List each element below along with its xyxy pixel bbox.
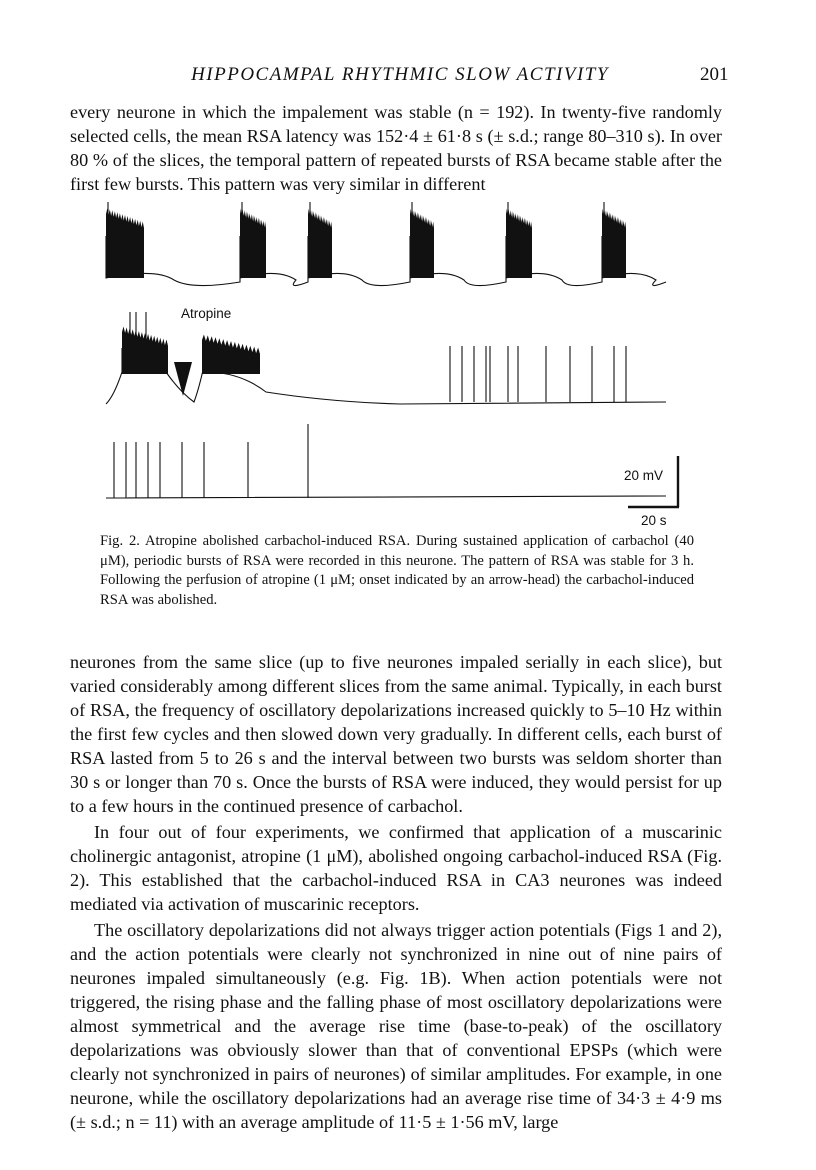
paragraph: The oscillatory depolarizations did not always trigger action potentials (Figs 1 and 2), and the action potentials were clearly not synchronized in nine out of nine pairs of neurones impaled simultaneously (e.g. Fig. 1B). When action potentials were not triggered, the rising phase and the falling phase of most oscillatory depolarizations were almost symmetrical and the average rise time (base-to-peak) of the oscillatory depolarizations was obviously slower than that of conventional EPSPs (which were clearly not synchronized in pairs of neurones) of similar amplitudes. For example, in one neurone, while the oscillatory depolarizations had an average rise time of 34·3 ± 4·9 ms (± s.d.; n = 11) with an average amplitude of 11·5 ± 1·56 mV, large bbox=[70, 920, 722, 1132]
caption-text: Fig. 2. Atropine abolished carbachol-induced RSA. During sustained application of carbachol (40 μM), periodic bursts of RSA were recorded in this neurone. The pattern of RSA was stable for 3 h. Following the perfusion of atropine (1 μM; onset indicated by an arrow-head) the carbachol-induced RSA was abolished. bbox=[100, 533, 694, 608]
trace-atropine-onset bbox=[106, 312, 666, 404]
scale-time-label: 20 s bbox=[641, 513, 667, 528]
paragraph: every neurone in which the impalement was stable (n = 192). In twenty-five randomly selected cells, the mean RSA latency was 152·4 ± 61·8 s (± s.d.; range 80–310 s). In over 80 % of the slices, the temporal pattern of repeated bursts of RSA became stable after the first few bursts. This pattern was very similar in different bbox=[70, 102, 722, 194]
running-title: HIPPOCAMPAL RHYTHMIC SLOW ACTIVITY bbox=[191, 64, 609, 85]
trace-control-rsa-burst-fill bbox=[106, 209, 626, 279]
paragraph: neurones from the same slice (up to five neurones impaled serially in each slice), but varied considerably among different slices from the same animal. Typically, in each burst of RSA, the frequency of oscillatory depolarizations increased quickly to 5–10 Hz within the first few cycles and then slowed down very gradually. In different cells, each burst of RSA lasted from 5 to 26 s and the interval between two bursts was seldom shorter than 30 s or longer than 70 s. Once the bursts of RSA were induced, they would persist for up to a few hours in the continued presence of carbachol. bbox=[70, 652, 722, 816]
trace-atropine-burst-fill bbox=[122, 327, 260, 375]
page-number: 201 bbox=[700, 64, 729, 85]
scale-voltage-label: 20 mV bbox=[624, 468, 664, 483]
figure-2 bbox=[70, 196, 722, 528]
figure-caption bbox=[100, 532, 694, 610]
body-text-main bbox=[70, 650, 722, 1134]
body-text-top bbox=[70, 100, 722, 196]
atropine-label: Atropine bbox=[181, 306, 232, 321]
page-header bbox=[0, 62, 816, 90]
paragraph: In four out of four experiments, we confirmed that application of a muscarinic cholinergic antagonist, atropine (1 μM), abolished ongoing carbachol-induced RSA (Fig. 2). This established that the carbachol-induced RSA in CA3 neurones was indeed mediated via activation of muscarinic receptors. bbox=[70, 822, 722, 914]
arrowhead-atropine-onset bbox=[174, 362, 192, 396]
trace-control-rsa-bursts bbox=[106, 202, 666, 286]
trace-after-atropine bbox=[106, 424, 666, 498]
